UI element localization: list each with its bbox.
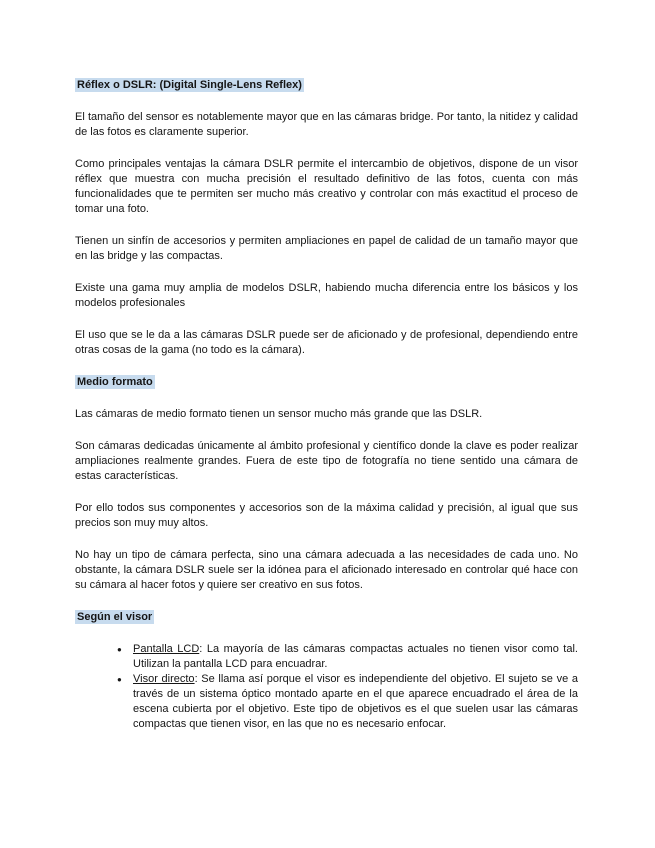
section-heading-segun-el-visor-text: Según el visor [77,611,153,623]
paragraph-medio-2: Son cámaras dedicadas únicamente al ámbito profesional y científico donde la clave es poder realizar ampliaciones realmente grandes. Fuera de este tipo de fotografía no tiene sentido una cámara de estas características. [75,440,578,482]
section-heading-segun-el-visor [75,610,578,625]
paragraph-medio-4: No hay un tipo de cámara perfecta, sino una cámara adecuada a las necesidades de cada uno. No obstante, la cámara DSLR suele ser la idónea para el aficionado interesado en controlar qué hace con su cámara al hacer fotos y quiere ser creativo en sus fotos. [75,549,578,591]
paragraph-intro-3: Tienen un sinfín de accesorios y permiten ampliaciones en papel de calidad de un tamaño mayor que en las bridge y las compactas. [75,235,578,262]
paragraph-medio-1: Las cámaras de medio formato tienen un sensor mucho más grande que las DSLR. [75,408,483,420]
list-item-term: Visor directo [133,673,195,685]
list-item-term: Pantalla LCD [133,643,200,655]
paragraph-medio-3: Por ello todos sus componentes y accesorios son de la máxima calidad y precisión, al igual que sus precios son muy muy altos. [75,502,578,529]
paragraph-intro-4: Existe una gama muy amplia de modelos DSLR, habiendo mucha diferencia entre los básicos y los modelos profesionales [75,282,578,309]
visor-bullet-list [75,642,578,732]
list-item-visor-directo [133,672,578,732]
list-item-pantalla-lcd [133,642,578,672]
paragraph-intro-5: El uso que se le da a las cámaras DSLR puede ser de aficionado y de profesional, dependiendo entre otras cosas de la gama (no todo es la cámara). [75,329,578,356]
section-heading-medio-formato-text: Medio formato [77,376,153,388]
doc-title [75,78,578,93]
list-item-text: : La mayoría de las cámaras compactas actuales no tienen visor como tal. Utilizan la pantalla LCD para encuadrar. [133,643,578,670]
paragraph-intro-2: Como principales ventajas la cámara DSLR permite el intercambio de objetivos, dispone de un visor réflex que muestra con mucha precisión el resultado definitivo de las fotos, cuenta con más funcionalidades que te permiten ser mucho más creativo y controlar con más exactitud el proceso de tomar una foto. [75,158,578,215]
section-heading-medio-formato [75,375,578,390]
paragraph-intro-1: El tamaño del sensor es notablemente mayor que en las cámaras bridge. Por tanto, la nitidez y calidad de las fotos es claramente superior. [75,111,578,138]
doc-title-text: Réflex o DSLR: (Digital Single-Lens Reflex) [77,79,302,91]
list-item-text: : Se llama así porque el visor es independiente del objetivo. El sujeto se ve a través de un sistema óptico montado aparte en el que aparece encuadrado el área de la escena cubierta por el objetivo. Este tipo de objetivos es el que suelen usar las cámaras compactas que tienen visor, en las que no es necesario enfocar. [133,673,579,730]
